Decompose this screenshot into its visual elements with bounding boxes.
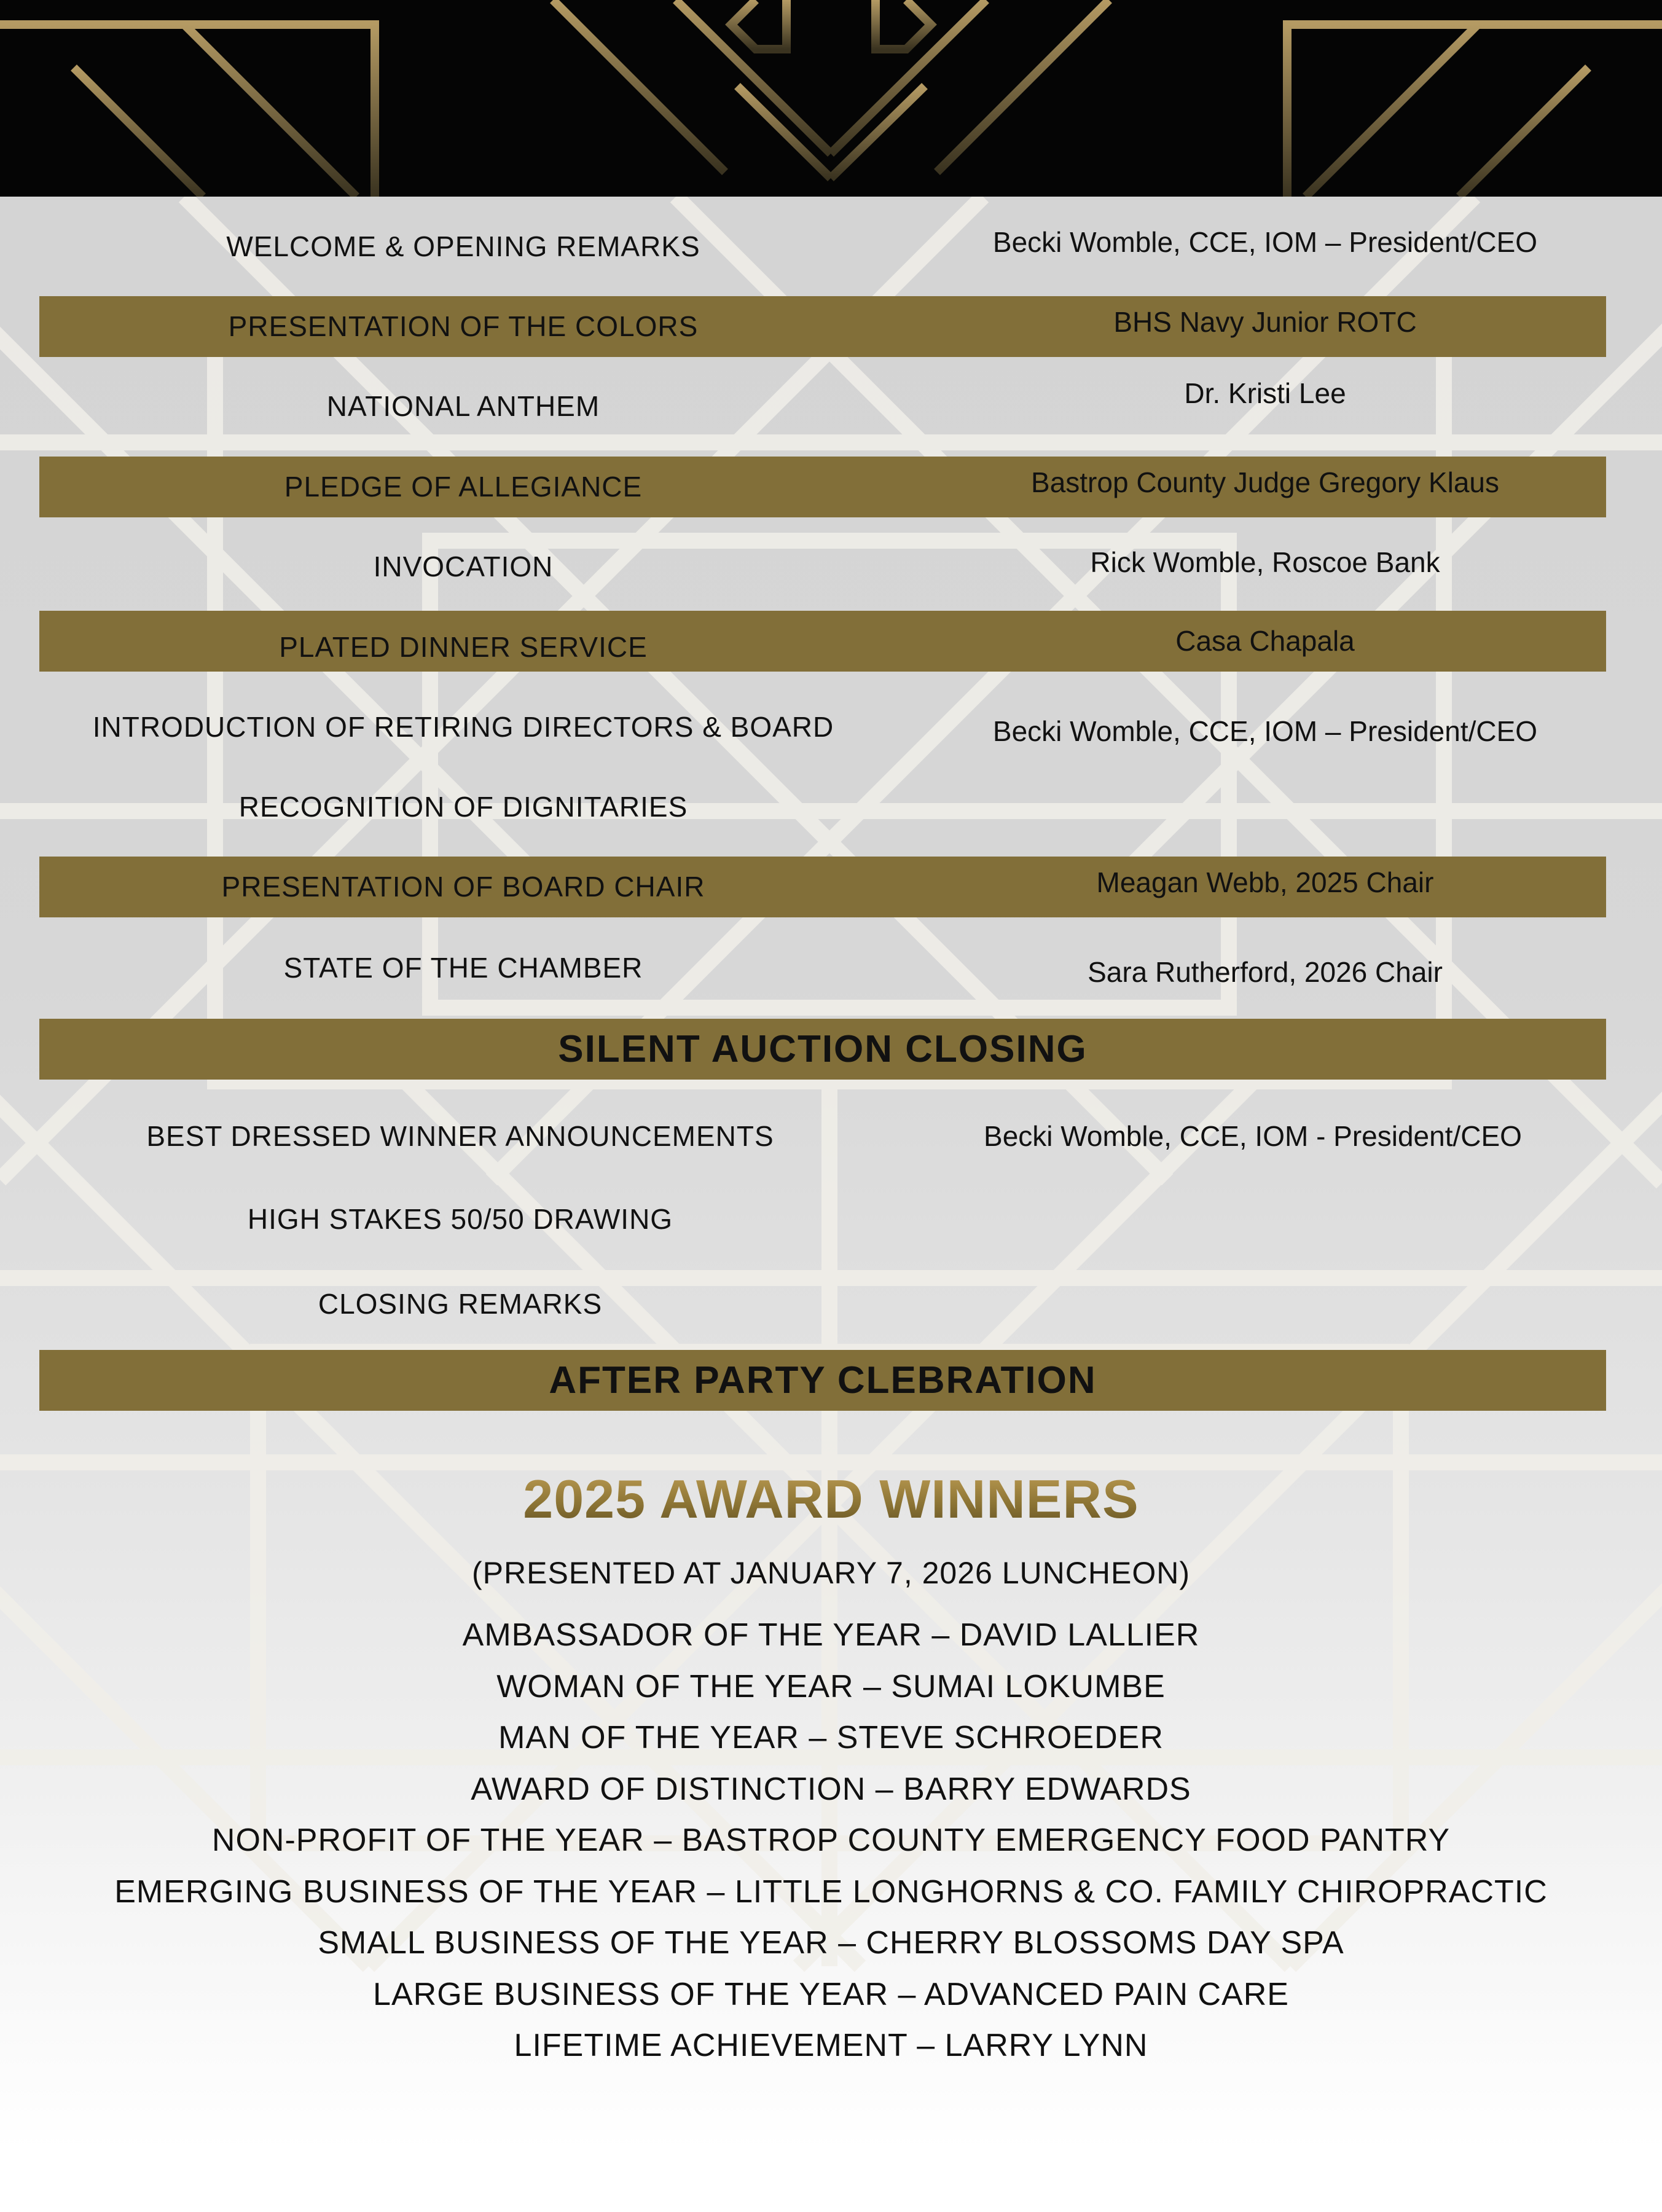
program-item: INTRODUCTION OF RETIRING DIRECTORS & BOARD xyxy=(92,711,834,743)
program-item: PRESENTATION OF THE COLORS xyxy=(228,310,699,342)
program-presenter xyxy=(887,1274,1643,1335)
program-item: WELCOME & OPENING REMARKS xyxy=(226,230,700,262)
program-row xyxy=(39,1274,1606,1335)
program-row xyxy=(39,536,1606,597)
program-row xyxy=(39,1189,1606,1250)
program-presenter: Meagan Webb, 2025 Chair xyxy=(1096,866,1434,898)
program-presenter: Sara Rutherford, 2026 Chair xyxy=(1088,956,1443,988)
program-item: PLEDGE OF ALLEGIANCE xyxy=(284,471,643,503)
award-winner: SMALL BUSINESS OF THE YEAR – CHERRY BLOSSOMS DAY SPA xyxy=(318,1925,1344,1961)
program-row xyxy=(39,697,1606,758)
program-presenter: Bastrop County Judge Gregory Klaus xyxy=(1031,466,1499,498)
program-presenter xyxy=(887,777,1643,837)
program-presenter: Becki Womble, CCE, IOM - President/CEO xyxy=(984,1120,1522,1152)
program-presenter: Rick Womble, Roscoe Bank xyxy=(1090,546,1440,578)
program-presenter xyxy=(887,1189,1643,1250)
award-winner: LARGE BUSINESS OF THE YEAR – ADVANCED PAIN CARE xyxy=(373,1976,1289,2012)
award-winner: AMBASSADOR OF THE YEAR – DAVID LALLIER xyxy=(462,1617,1200,1653)
program-item: NATIONAL ANTHEM xyxy=(326,390,600,422)
program-row xyxy=(39,216,1606,277)
program-item: RECOGNITION OF DIGNITARIES xyxy=(238,791,688,823)
program-item: BEST DRESSED WINNER ANNOUNCEMENTS xyxy=(146,1120,774,1152)
program-row xyxy=(39,938,1606,998)
program-row xyxy=(39,857,1606,917)
program-item: PLATED DINNER SERVICE xyxy=(279,631,648,663)
art-deco-header xyxy=(0,0,1662,197)
award-winner: MAN OF THE YEAR – STEVE SCHROEDER xyxy=(498,1720,1164,1755)
program-row xyxy=(39,1106,1606,1167)
section-silent-auction-closing: SILENT AUCTION CLOSING xyxy=(39,1019,1606,1080)
awards-subtitle: (PRESENTED AT JANUARY 7, 2026 LUNCHEON) xyxy=(472,1556,1190,1590)
program-item: PRESENTATION OF BOARD CHAIR xyxy=(221,871,705,903)
award-winner: LIFETIME ACHIEVEMENT – LARRY LYNN xyxy=(514,2028,1148,2063)
section-after-party: AFTER PARTY CLEBRATION xyxy=(39,1350,1606,1411)
program-presenter: Becki Womble, CCE, IOM – President/CEO xyxy=(992,226,1538,258)
award-winner: WOMAN OF THE YEAR – SUMAI LOKUMBE xyxy=(496,1668,1166,1704)
art-deco-header-ornament xyxy=(0,0,1662,197)
program-item: CLOSING REMARKS xyxy=(318,1288,603,1320)
program-presenter: Dr. Kristi Lee xyxy=(1184,377,1346,409)
award-winners-list xyxy=(0,1610,1662,2072)
program-row xyxy=(39,376,1606,437)
program-row xyxy=(39,777,1606,837)
program-presenter: BHS Navy Junior ROTC xyxy=(1113,306,1417,338)
awards-title: 2025 AWARD WINNERS xyxy=(0,1462,1662,1536)
program-item: INVOCATION xyxy=(373,551,554,582)
program-row xyxy=(39,611,1606,672)
award-winner: EMERGING BUSINESS OF THE YEAR – LITTLE LONGHORNS & CO. FAMILY CHIROPRACTIC xyxy=(114,1873,1548,1910)
program-row xyxy=(39,457,1606,517)
award-winner: AWARD OF DISTINCTION – BARRY EDWARDS xyxy=(471,1771,1191,1807)
award-winner: NON-PROFIT OF THE YEAR – BASTROP COUNTY EMERGENCY FOOD PANTRY xyxy=(211,1822,1451,1858)
program-item: HIGH STAKES 50/50 DRAWING xyxy=(247,1203,673,1235)
program-item: STATE OF THE CHAMBER xyxy=(283,952,643,984)
program-row xyxy=(39,296,1606,357)
program-presenter: Becki Womble, CCE, IOM – President/CEO xyxy=(992,715,1538,747)
program-presenter: Casa Chapala xyxy=(1175,625,1355,657)
